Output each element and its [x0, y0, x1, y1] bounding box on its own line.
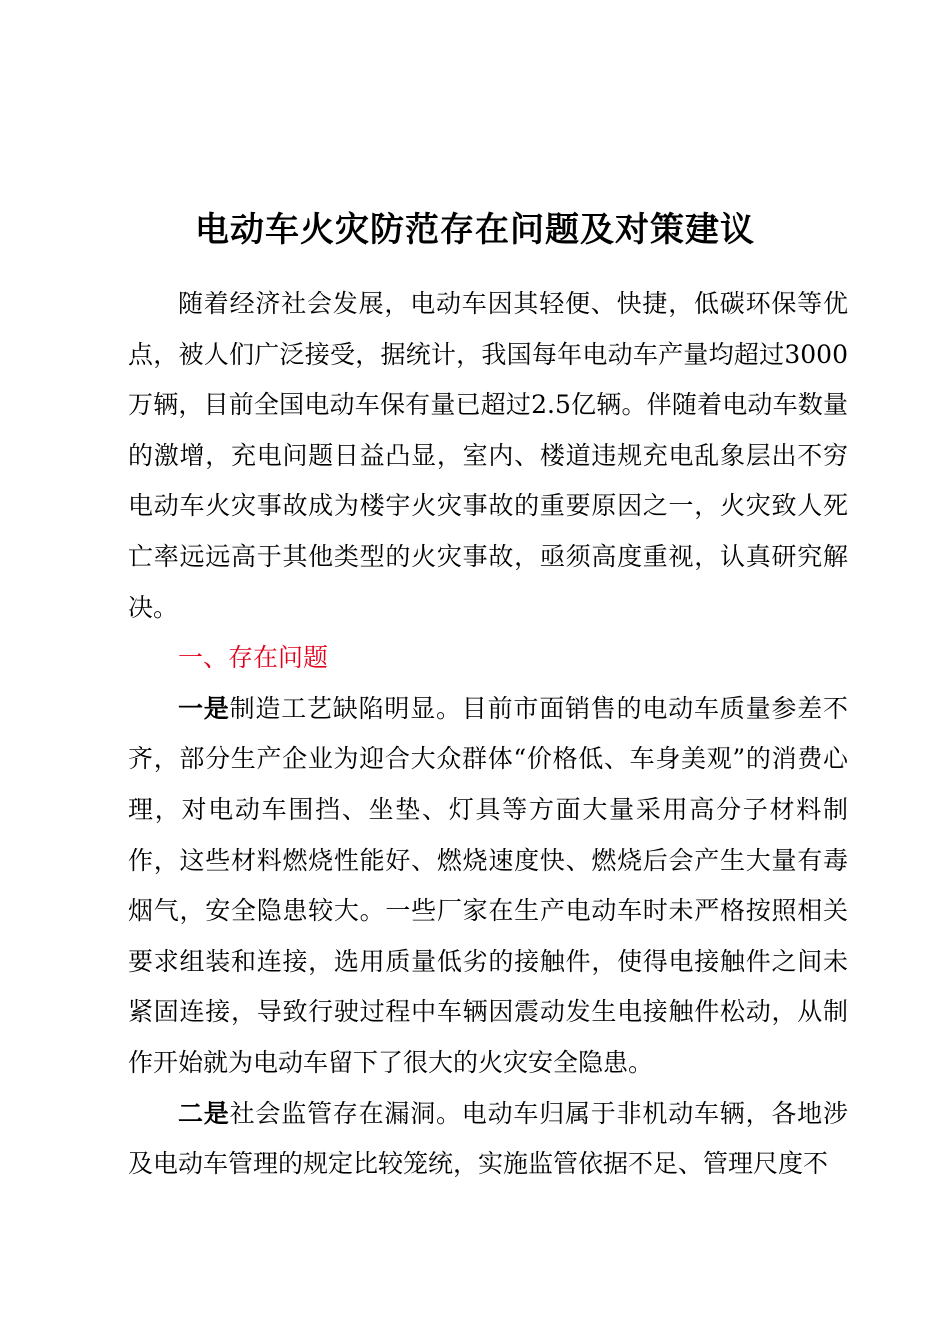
section-heading-problems: 一、存在问题: [178, 643, 329, 673]
point-one-text: 制造工艺缺陷明显。目前市面销售的电动车质量参差不齐，部分生产企业为迎合大众群体“价格低、车身美观”的消费心理，对电动车围挡、坐垫、灯具等方面大量采用高分子材料制作，这些材料燃烧性能好、燃烧速度快、燃烧后会产生大量有毒烟气，安全隐患较大。一些厂家在生产电动车时未严格按照相关要求组装和连接，选用质量低劣的接触件，使得电接触件之间未紧固连接，导致行驶过程中车辆因震动发生电接触件松动，从制作开始就为电动车留下了很大的火灾安全隐患。: [128, 693, 848, 1077]
point-two-lead: 二是: [178, 1098, 230, 1128]
document-title: 电动车火灾防范存在问题及对策建议: [195, 210, 755, 250]
point-two-paragraph: [128, 1089, 848, 1190]
document-body: [128, 279, 848, 1190]
point-two-text: 社会监管存在漏洞。电动车归属于非机动车辆，各地涉及电动车管理的规定比较笼统，实施监管依据不足、管理尺度不: [128, 1098, 848, 1179]
point-one-paragraph: [128, 684, 848, 1089]
intro-paragraph: 随着经济社会发展，电动车因其轻便、快捷，低碳环保等优点，被人们广泛接受，据统计，我国每年电动车产量均超过3000万辆，目前全国电动车保有量已超过2.5亿辆。伴随着电动车数量的激增，充电问题日益凸显，室内、楼道违规充电乱象层出不穷电动车火灾事故成为楼宇火灾事故的重要原因之一，火灾致人死亡率远远高于其他类型的火灾事故，亟须高度重视，认真研究解决。: [128, 289, 848, 622]
point-one-lead: 一是: [178, 693, 230, 723]
